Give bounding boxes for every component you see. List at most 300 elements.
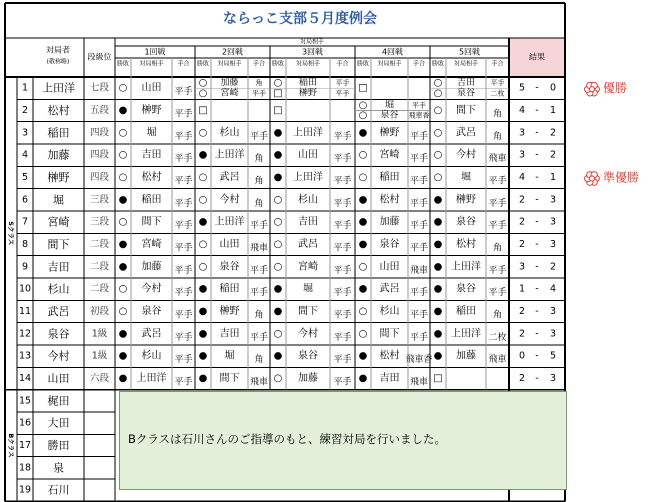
losses-count: 3 [549,372,557,384]
game-opponent: 間下 [141,216,162,228]
sheet-title: ならっこ支部５月度例会 [223,11,377,27]
game-opponent: 榊野 [219,305,240,317]
row-number: 5 [21,171,29,183]
game-handicap: 角 [254,355,264,366]
game-opponent: 武呂 [456,127,476,139]
game-result-mark: ○ [198,87,208,99]
game-result-mark: ○ [273,328,283,340]
game-opponent: 吉田 [219,328,240,340]
row-number: 15 [18,395,32,407]
game-result-mark: ○ [198,238,208,250]
player-name: 梶田 [47,394,70,408]
game-handicap: 平手 [335,79,350,88]
game-handicap: 平手 [174,154,193,165]
game-handicap: 平手 [174,332,193,343]
player-name: 間下 [47,237,70,251]
game-result-mark: ○ [358,171,368,183]
player-rank: 1級 [91,350,108,362]
player-name: 武呂 [47,304,70,318]
game-opponent: 杉山 [141,350,162,362]
game-result-mark: ○ [273,238,283,250]
game-result-mark: ○ [118,283,128,295]
player-name: 吉田 [47,260,70,274]
losses-count: 3 [549,305,557,317]
game-handicap: 平手 [409,198,429,209]
game-handicap: 平手 [333,310,352,321]
game-handicap: 飛車 [249,243,269,254]
game-opponent: 上田洋 [451,328,481,340]
game-handicap: 平手 [409,243,429,254]
player-rank: 三段 [89,216,110,228]
game-handicap: 角 [255,79,263,88]
score-dash: - [535,350,539,362]
row-number: 3 [21,127,29,139]
sub-header-opponent: 対局相手 [377,60,402,68]
game-result-mark: ● [118,372,128,384]
game-result-mark: ● [198,149,208,161]
game-result-mark: ● [118,328,128,340]
game-result-mark: ○ [433,77,443,89]
game-opponent: 武呂 [379,283,400,295]
player-rank: 四段 [89,149,110,161]
game-opponent: 榊野 [379,127,400,139]
game-opponent: 泉谷 [298,350,318,362]
game-result-mark: ● [198,350,208,362]
game-opponent: 加藤 [456,350,476,362]
wins-count: 3 [518,127,526,139]
game-handicap: 角 [254,154,264,165]
game-handicap: 平手 [409,154,429,165]
game-result-mark: □ [358,82,368,94]
wins-count: 2 [518,194,526,206]
score-dash: - [535,171,539,183]
game-result-mark: ● [433,283,443,295]
sub-header-handicap: 手合 [252,60,266,68]
sub-header-handicap: 手合 [177,60,190,68]
game-handicap: 平手 [490,79,505,88]
game-handicap: 平手 [409,310,429,321]
game-result-mark: ○ [358,99,368,111]
game-handicap: 平手 [333,265,352,276]
game-handicap: 平手 [174,176,193,187]
game-opponent: 泉谷 [380,110,399,121]
game-result-mark: ● [358,216,368,228]
game-handicap: 平手 [174,131,193,142]
flower-icon [585,172,600,186]
game-handicap: 平手 [333,154,352,165]
game-opponent: 稲田 [379,171,400,183]
game-result-mark: ○ [358,110,368,122]
game-handicap: 平手 [488,288,507,299]
row-number: 14 [18,372,32,384]
game-opponent: 堀 [146,127,157,139]
game-opponent: 間下 [219,372,240,384]
game-opponent: 間下 [298,305,318,317]
class-label-b: Bクラス [7,433,15,458]
game-result-mark: ● [433,194,443,206]
game-opponent: 山田 [379,261,400,273]
row-number: 18 [18,462,32,474]
game-result-mark: ● [198,283,208,295]
player-rank: 七段 [89,82,110,94]
score-dash: - [535,283,539,295]
game-result-mark: ● [433,261,443,273]
row-number: 12 [18,328,32,340]
game-opponent: 松村 [379,350,400,362]
game-opponent: 泉谷 [456,88,476,99]
game-opponent: 榊野 [456,194,476,206]
game-result-mark: ● [118,238,128,250]
game-handicap: 平手 [174,288,193,299]
wins-count: 2 [518,216,526,228]
score-dash: - [535,328,539,340]
game-opponent: 吉田 [456,78,476,89]
game-handicap: 平手 [409,332,429,343]
game-result-mark: ● [198,372,208,384]
game-handicap: 平手 [174,377,193,388]
game-result-mark: ● [118,194,128,206]
game-handicap: 平手 [174,310,193,321]
game-opponent: 上田洋 [293,127,323,139]
wins-count: 2 [518,328,526,340]
losses-count: 3 [549,216,557,228]
game-result-mark: □ [273,104,283,116]
game-opponent: 武呂 [219,171,240,183]
flower-icon [585,82,600,96]
game-result-mark: ● [433,238,443,250]
game-handicap: 平手 [249,221,269,232]
game-result-mark: ● [433,350,443,362]
class-label-s: Sクラス [7,221,15,246]
game-opponent: 稲田 [219,283,240,295]
game-handicap: 飛車 [488,355,507,366]
wins-count: 2 [518,372,526,384]
game-handicap: 角 [492,131,503,142]
score-dash: - [535,372,539,384]
award-label: 準優勝 [603,170,640,185]
game-opponent: 今村 [298,328,318,340]
game-opponent: 山田 [219,238,240,250]
game-handicap: 平手 [409,176,429,187]
game-result-mark: ○ [273,216,283,228]
wins-count: 2 [518,238,526,250]
player-name: 上田洋 [42,81,75,95]
score-dash: - [535,104,539,116]
game-opponent: 稲田 [298,78,318,89]
game-result-mark: ○ [118,171,128,183]
game-result-mark: □ [198,104,208,116]
row-number: 11 [18,305,32,317]
row-number: 6 [21,194,29,206]
game-result-mark: ● [273,283,283,295]
game-result-mark: ● [273,350,283,362]
losses-count: 3 [549,194,557,206]
game-opponent: 堀 [461,171,471,183]
game-handicap: 平手 [409,221,429,232]
losses-count: 0 [549,82,557,94]
game-result-mark: ○ [358,149,368,161]
player-header-note: (敬称略) [46,58,70,66]
game-handicap: 飛車香 [408,111,430,120]
losses-count: 3 [549,328,557,340]
game-handicap: 平手 [333,131,352,142]
sub-header-handicap: 手合 [491,60,504,68]
game-handicap: 平手 [174,221,193,232]
b-class-note-text: Bクラスは石川さんのご指導のもと、練習対局を行いました。 [128,432,447,446]
row-number: 8 [21,238,29,250]
game-handicap: 平手 [333,198,352,209]
game-opponent: 武呂 [298,238,318,250]
game-handicap: 平手 [249,332,269,343]
player-rank: 三段 [89,194,110,206]
losses-count: 2 [549,127,557,139]
game-opponent: 上田洋 [451,261,481,273]
player-header: 対局者 [46,45,70,55]
round-header: 1回戦 [144,47,166,57]
game-handicap: 平手 [174,198,193,209]
losses-count: 2 [549,261,557,273]
rank-header: 段級位 [87,52,112,62]
player-rank: 二段 [89,238,110,250]
sub-header-result: 勝敗 [356,60,370,68]
game-result-mark: ● [118,104,128,116]
row-number: 17 [18,439,32,451]
game-result-mark: ○ [198,127,208,139]
game-result-mark: ○ [273,77,283,89]
game-result-mark: ● [273,149,283,161]
sub-header-handicap: 手合 [412,60,426,68]
player-name: 堀 [53,193,64,207]
sub-header-opponent: 対局相手 [139,60,164,68]
game-result-mark: □ [273,87,283,99]
game-handicap: 平手 [412,101,426,110]
game-result-mark: ● [273,305,283,317]
game-handicap: 平手 [174,87,193,98]
losses-count: 5 [549,350,557,362]
game-result-mark: ● [273,171,283,183]
game-result-mark: ○ [198,194,208,206]
player-name: 杉山 [47,282,70,296]
game-opponent: 稲田 [456,305,476,317]
game-handicap: 平手 [174,355,193,366]
wins-count: 1 [518,283,526,295]
score-dash: - [535,127,539,139]
game-result-mark: ● [358,350,368,362]
wins-count: 3 [518,149,526,161]
game-result-mark: ○ [118,305,128,317]
game-handicap: 平手 [252,89,266,98]
game-result-mark: ● [433,216,443,228]
player-name: 榊野 [47,170,70,184]
game-result-mark: ● [118,261,128,273]
game-handicap: 平手 [249,131,269,142]
losses-count: 4 [549,283,557,295]
player-name: 今村 [47,349,70,363]
game-handicap: 飛車 [409,265,429,276]
game-handicap: 平手 [488,176,507,187]
game-handicap: 平手 [333,221,352,232]
game-handicap: 角 [492,243,503,254]
game-result-mark: ○ [118,82,128,94]
game-opponent: 吉田 [298,216,318,228]
player-name: 大田 [47,416,70,430]
game-opponent: 今村 [456,149,476,161]
round-header: 3回戦 [301,47,324,57]
sub-header-opponent: 対局相手 [217,60,242,68]
game-result-mark: ● [433,328,443,340]
player-name: 稲田 [47,126,70,140]
round-header: 4回戦 [381,47,404,57]
game-handicap: 平手 [409,288,429,299]
game-result-mark: ○ [273,261,283,273]
score-dash: - [535,216,539,228]
game-opponent: 泉谷 [456,283,476,295]
game-result-mark: ○ [273,194,283,206]
game-handicap: 平手 [174,265,193,276]
game-result-mark: ○ [433,149,443,161]
game-handicap: 平手 [174,109,193,120]
game-handicap: 平手 [333,176,352,187]
game-result-mark: ○ [198,261,208,273]
opponents-header: 対局相手 [299,38,325,46]
game-result-mark: ● [273,127,283,139]
score-dash: - [535,82,539,94]
game-opponent: 今村 [141,283,162,295]
player-name: 山田 [47,371,70,385]
game-opponent: 間下 [379,328,400,340]
game-handicap: 角 [254,198,264,209]
game-handicap: 平手 [335,89,350,98]
game-opponent: 吉田 [379,372,400,384]
wins-count: 4 [518,104,526,116]
game-opponent: 泉谷 [141,305,162,317]
game-result-mark: ○ [118,216,128,228]
game-opponent: 泉谷 [219,261,240,273]
game-result-mark: ○ [358,305,368,317]
sub-header-result: 勝敗 [116,60,130,68]
game-result-mark: ○ [358,261,368,273]
row-number: 13 [18,350,32,362]
game-result-mark: ○ [433,87,443,99]
game-result-mark: ○ [273,372,283,384]
game-result-mark: ○ [118,149,128,161]
game-result-mark: ● [358,283,368,295]
game-result-mark: ● [433,305,443,317]
game-opponent: 稲田 [141,194,162,206]
award-label: 優勝 [603,81,628,96]
game-opponent: 松村 [379,194,400,206]
game-opponent: 加藤 [141,261,162,273]
game-opponent: 宮崎 [298,261,318,273]
game-handicap: 平手 [249,288,269,299]
game-handicap: 飛車 [249,377,269,388]
sub-header-opponent: 対局相手 [295,60,321,68]
game-handicap: 飛車 [488,154,507,165]
game-opponent: 堀 [224,350,235,362]
score-dash: - [535,238,539,250]
wins-count: 5 [518,82,526,94]
game-opponent: 杉山 [379,305,400,317]
game-opponent: 加藤 [379,216,400,228]
player-name: 松村 [47,103,70,117]
sub-header-result: 勝敗 [196,60,210,68]
game-result-mark: ● [358,238,368,250]
game-opponent: 宮崎 [141,238,162,250]
game-handicap: 平手 [333,377,352,388]
game-opponent: 杉山 [298,194,318,206]
player-name: 泉 [53,461,64,475]
row-number: 1 [21,82,29,94]
player-rank: 四段 [89,171,110,183]
game-opponent: 上田洋 [214,216,245,228]
game-opponent: 山田 [141,82,162,94]
game-opponent: 榊野 [298,88,318,99]
wins-count: 0 [518,350,526,362]
game-opponent: 間下 [456,104,476,116]
game-result-mark: ○ [433,171,443,183]
sub-header-opponent: 対局相手 [453,60,479,68]
game-handicap: 角 [492,310,503,321]
game-handicap: 平手 [333,355,352,366]
game-opponent: 松村 [141,171,162,183]
losses-count: 3 [549,238,557,250]
game-opponent: 加藤 [298,372,318,384]
game-handicap: 平手 [249,265,269,276]
player-rank: 六段 [89,372,110,384]
round-header: 2回戦 [221,47,244,57]
game-result-mark: ● [358,372,368,384]
row-number: 7 [21,216,29,228]
game-opponent: 今村 [219,194,240,206]
player-name: 宮崎 [47,215,70,229]
player-rank: 1級 [91,328,108,340]
game-opponent: 杉山 [219,127,240,139]
game-handicap: 角 [492,109,503,120]
game-result-mark: ○ [198,77,208,89]
game-opponent: 上田洋 [214,149,245,161]
game-result-mark: ● [198,305,208,317]
game-handicap: 平手 [333,288,352,299]
game-opponent: 泉谷 [379,238,400,250]
sub-header-handicap: 手合 [336,60,349,68]
game-opponent: 宮崎 [220,88,239,99]
game-handicap: 角 [254,310,264,321]
row-number: 9 [21,261,29,273]
player-rank: 二段 [89,283,110,295]
game-result-mark: ● [198,216,208,228]
score-dash: - [535,194,539,206]
player-rank: 五段 [89,104,110,116]
game-result-mark: ● [358,127,368,139]
losses-count: 1 [549,171,557,183]
player-name: 泉谷 [47,327,70,341]
game-handicap: 平手 [333,332,352,343]
game-result-mark: ● [198,328,208,340]
game-handicap: 飛車香 [405,355,433,366]
game-handicap: 角 [254,176,264,187]
game-opponent: 加藤 [220,78,239,89]
wins-count: 4 [518,171,526,183]
losses-count: 2 [549,149,557,161]
game-result-mark: □ [433,372,443,384]
game-opponent: 武呂 [141,328,162,340]
round-header: 5回戦 [458,47,481,57]
wins-count: 2 [518,305,526,317]
game-handicap: 二枚 [488,332,507,343]
result-header: 結果 [529,52,545,62]
score-dash: - [535,305,539,317]
player-rank: 二段 [89,261,110,273]
